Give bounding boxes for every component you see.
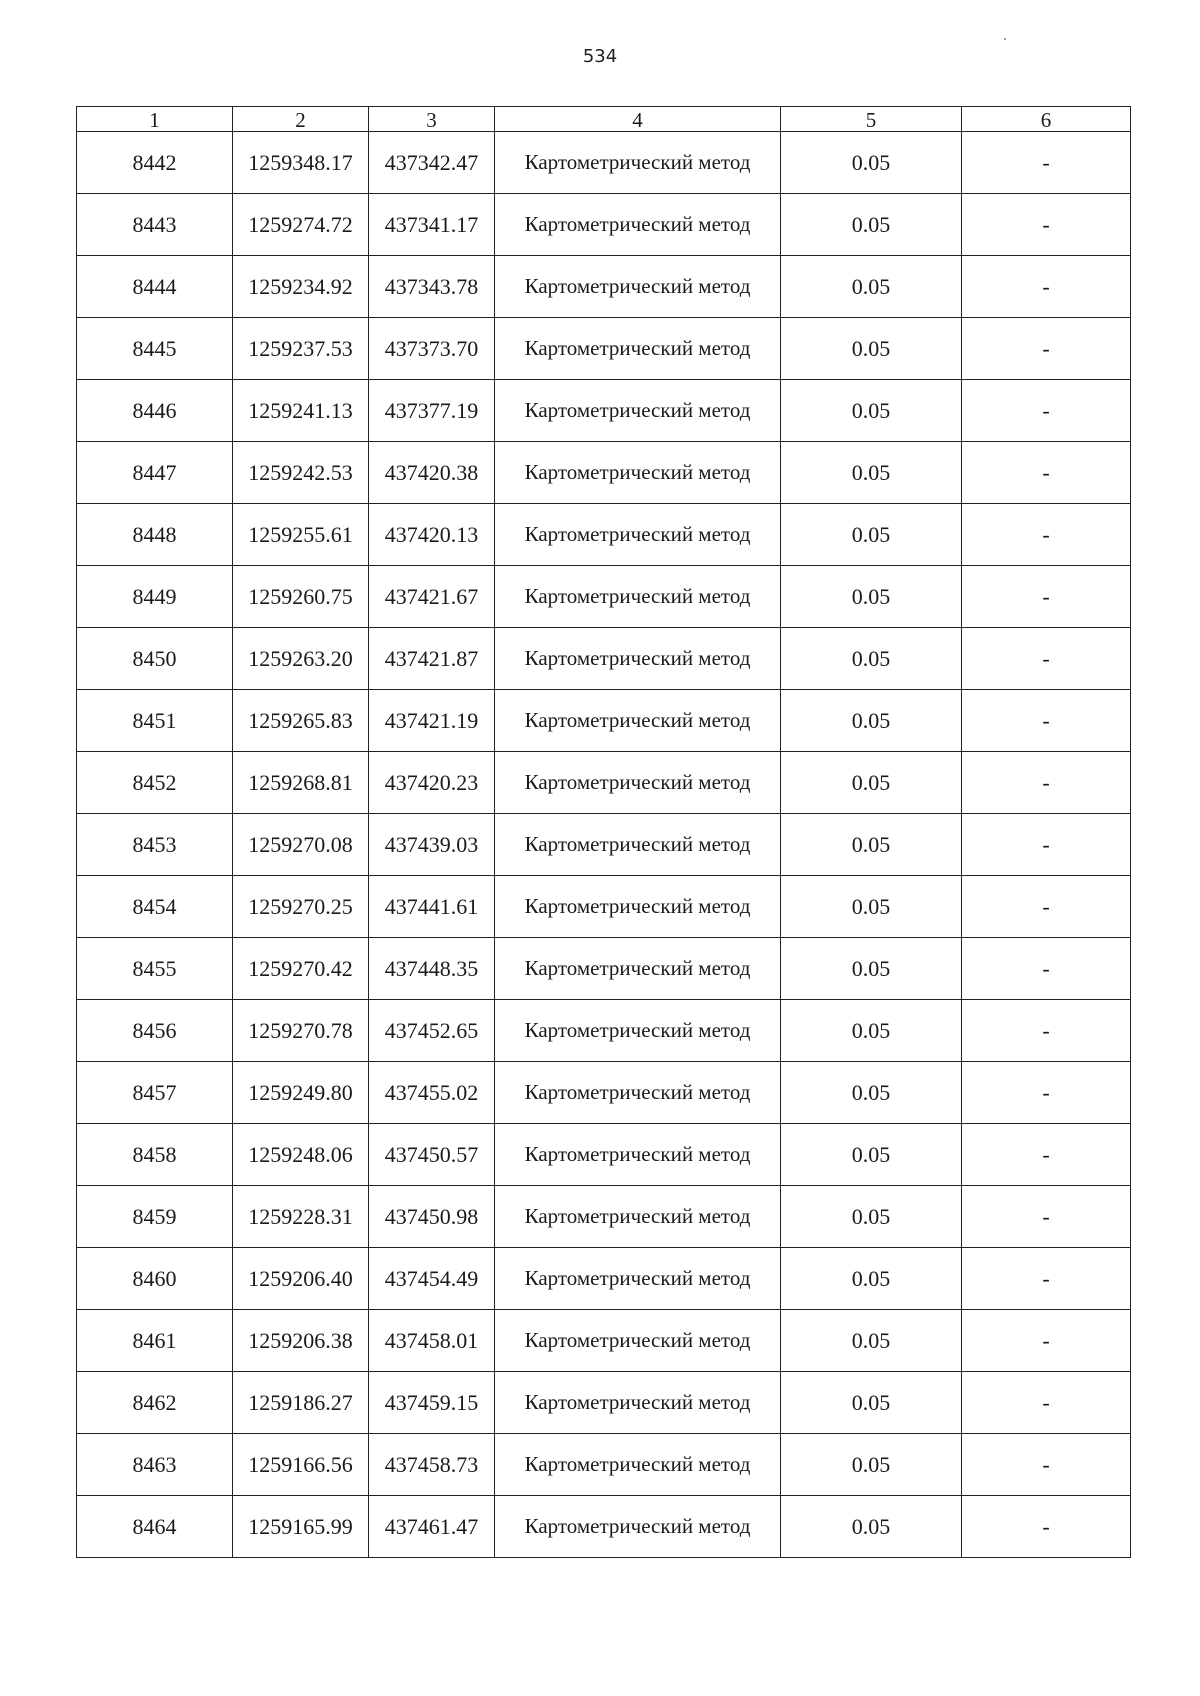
point-number-cell: 8444	[77, 256, 233, 318]
note-cell: -	[962, 1434, 1131, 1496]
point-number-cell: 8457	[77, 1062, 233, 1124]
x-coordinate-cell: 1259228.31	[233, 1186, 369, 1248]
y-coordinate-cell: 437461.47	[369, 1496, 495, 1558]
note-cell: -	[962, 1186, 1131, 1248]
x-coordinate-cell: 1259263.20	[233, 628, 369, 690]
method-cell: Картометрический метод	[495, 628, 781, 690]
x-coordinate-cell: 1259241.13	[233, 380, 369, 442]
method-cell: Картометрический метод	[495, 938, 781, 1000]
point-number-cell: 8442	[77, 132, 233, 194]
accuracy-cell: 0.05	[781, 690, 962, 752]
y-coordinate-cell: 437373.70	[369, 318, 495, 380]
method-cell: Картометрический метод	[495, 318, 781, 380]
accuracy-cell: 0.05	[781, 1310, 962, 1372]
accuracy-cell: 0.05	[781, 814, 962, 876]
accuracy-cell: 0.05	[781, 566, 962, 628]
note-cell: -	[962, 442, 1131, 504]
point-number-cell: 8460	[77, 1248, 233, 1310]
point-number-cell: 8443	[77, 194, 233, 256]
point-number-cell: 8461	[77, 1310, 233, 1372]
note-cell: -	[962, 1248, 1131, 1310]
method-cell: Картометрический метод	[495, 1496, 781, 1558]
method-cell: Картометрический метод	[495, 194, 781, 256]
method-cell: Картометрический метод	[495, 1372, 781, 1434]
accuracy-cell: 0.05	[781, 132, 962, 194]
column-header-3: 3	[369, 107, 495, 132]
method-cell: Картометрический метод	[495, 504, 781, 566]
table-row	[77, 1186, 1131, 1248]
note-cell: -	[962, 1310, 1131, 1372]
note-cell: -	[962, 628, 1131, 690]
note-cell: -	[962, 132, 1131, 194]
y-coordinate-cell: 437377.19	[369, 380, 495, 442]
table-row	[77, 132, 1131, 194]
table-row	[77, 194, 1131, 256]
table-row	[77, 1000, 1131, 1062]
note-cell: -	[962, 256, 1131, 318]
coordinates-table	[76, 106, 1131, 1558]
accuracy-cell: 0.05	[781, 504, 962, 566]
method-cell: Картометрический метод	[495, 442, 781, 504]
table-row	[77, 504, 1131, 566]
table-row	[77, 442, 1131, 504]
point-number-cell: 8450	[77, 628, 233, 690]
accuracy-cell: 0.05	[781, 194, 962, 256]
note-cell: -	[962, 1372, 1131, 1434]
accuracy-cell: 0.05	[781, 1000, 962, 1062]
point-number-cell: 8455	[77, 938, 233, 1000]
y-coordinate-cell: 437421.67	[369, 566, 495, 628]
point-number-cell: 8445	[77, 318, 233, 380]
point-number-cell: 8449	[77, 566, 233, 628]
column-header-6: 6	[962, 107, 1131, 132]
point-number-cell: 8448	[77, 504, 233, 566]
method-cell: Картометрический метод	[495, 690, 781, 752]
point-number-cell: 8453	[77, 814, 233, 876]
method-cell: Картометрический метод	[495, 132, 781, 194]
table-row	[77, 1310, 1131, 1372]
table-row	[77, 1496, 1131, 1558]
accuracy-cell: 0.05	[781, 628, 962, 690]
method-cell: Картометрический метод	[495, 814, 781, 876]
x-coordinate-cell: 1259234.92	[233, 256, 369, 318]
note-cell: -	[962, 1124, 1131, 1186]
note-cell: -	[962, 752, 1131, 814]
scan-speck	[1004, 38, 1006, 40]
note-cell: -	[962, 504, 1131, 566]
accuracy-cell: 0.05	[781, 876, 962, 938]
accuracy-cell: 0.05	[781, 1248, 962, 1310]
accuracy-cell: 0.05	[781, 1372, 962, 1434]
method-cell: Картометрический метод	[495, 1434, 781, 1496]
y-coordinate-cell: 437450.57	[369, 1124, 495, 1186]
point-number-cell: 8447	[77, 442, 233, 504]
note-cell: -	[962, 1496, 1131, 1558]
note-cell: -	[962, 1062, 1131, 1124]
y-coordinate-cell: 437458.73	[369, 1434, 495, 1496]
x-coordinate-cell: 1259270.42	[233, 938, 369, 1000]
method-cell: Картометрический метод	[495, 876, 781, 938]
y-coordinate-cell: 437441.61	[369, 876, 495, 938]
method-cell: Картометрический метод	[495, 1000, 781, 1062]
y-coordinate-cell: 437458.01	[369, 1310, 495, 1372]
page-number: 534	[582, 46, 618, 67]
method-cell: Картометрический метод	[495, 1186, 781, 1248]
point-number-cell: 8456	[77, 1000, 233, 1062]
x-coordinate-cell: 1259348.17	[233, 132, 369, 194]
y-coordinate-cell: 437450.98	[369, 1186, 495, 1248]
point-number-cell: 8463	[77, 1434, 233, 1496]
table-body	[77, 132, 1131, 1558]
note-cell: -	[962, 938, 1131, 1000]
x-coordinate-cell: 1259186.27	[233, 1372, 369, 1434]
x-coordinate-cell: 1259166.56	[233, 1434, 369, 1496]
method-cell: Картометрический метод	[495, 752, 781, 814]
point-number-cell: 8459	[77, 1186, 233, 1248]
method-cell: Картометрический метод	[495, 380, 781, 442]
accuracy-cell: 0.05	[781, 256, 962, 318]
x-coordinate-cell: 1259270.25	[233, 876, 369, 938]
accuracy-cell: 0.05	[781, 1186, 962, 1248]
note-cell: -	[962, 814, 1131, 876]
y-coordinate-cell: 437342.47	[369, 132, 495, 194]
y-coordinate-cell: 437421.87	[369, 628, 495, 690]
accuracy-cell: 0.05	[781, 380, 962, 442]
point-number-cell: 8452	[77, 752, 233, 814]
x-coordinate-cell: 1259270.08	[233, 814, 369, 876]
accuracy-cell: 0.05	[781, 1434, 962, 1496]
x-coordinate-cell: 1259265.83	[233, 690, 369, 752]
note-cell: -	[962, 690, 1131, 752]
x-coordinate-cell: 1259249.80	[233, 1062, 369, 1124]
accuracy-cell: 0.05	[781, 442, 962, 504]
column-header-1: 1	[77, 107, 233, 132]
y-coordinate-cell: 437448.35	[369, 938, 495, 1000]
x-coordinate-cell: 1259274.72	[233, 194, 369, 256]
column-header-2: 2	[233, 107, 369, 132]
column-header-5: 5	[781, 107, 962, 132]
method-cell: Картометрический метод	[495, 1248, 781, 1310]
x-coordinate-cell: 1259255.61	[233, 504, 369, 566]
accuracy-cell: 0.05	[781, 1062, 962, 1124]
y-coordinate-cell: 437439.03	[369, 814, 495, 876]
point-number-cell: 8464	[77, 1496, 233, 1558]
note-cell: -	[962, 380, 1131, 442]
y-coordinate-cell: 437459.15	[369, 1372, 495, 1434]
y-coordinate-cell: 437420.13	[369, 504, 495, 566]
x-coordinate-cell: 1259237.53	[233, 318, 369, 380]
x-coordinate-cell: 1259242.53	[233, 442, 369, 504]
accuracy-cell: 0.05	[781, 752, 962, 814]
y-coordinate-cell: 437421.19	[369, 690, 495, 752]
y-coordinate-cell: 437452.65	[369, 1000, 495, 1062]
note-cell: -	[962, 318, 1131, 380]
table-row	[77, 566, 1131, 628]
point-number-cell: 8454	[77, 876, 233, 938]
method-cell: Картометрический метод	[495, 1310, 781, 1372]
y-coordinate-cell: 437420.38	[369, 442, 495, 504]
x-coordinate-cell: 1259260.75	[233, 566, 369, 628]
y-coordinate-cell: 437454.49	[369, 1248, 495, 1310]
accuracy-cell: 0.05	[781, 1496, 962, 1558]
table-row	[77, 690, 1131, 752]
x-coordinate-cell: 1259270.78	[233, 1000, 369, 1062]
table-row	[77, 256, 1131, 318]
table-row	[77, 938, 1131, 1000]
y-coordinate-cell: 437343.78	[369, 256, 495, 318]
column-header-4: 4	[495, 107, 781, 132]
accuracy-cell: 0.05	[781, 1124, 962, 1186]
point-number-cell: 8446	[77, 380, 233, 442]
point-number-cell: 8458	[77, 1124, 233, 1186]
table-row	[77, 628, 1131, 690]
accuracy-cell: 0.05	[781, 318, 962, 380]
x-coordinate-cell: 1259268.81	[233, 752, 369, 814]
table-row	[77, 1372, 1131, 1434]
x-coordinate-cell: 1259206.38	[233, 1310, 369, 1372]
point-number-cell: 8451	[77, 690, 233, 752]
table-row	[77, 1248, 1131, 1310]
note-cell: -	[962, 876, 1131, 938]
x-coordinate-cell: 1259248.06	[233, 1124, 369, 1186]
table-row	[77, 380, 1131, 442]
table-row	[77, 876, 1131, 938]
x-coordinate-cell: 1259206.40	[233, 1248, 369, 1310]
note-cell: -	[962, 194, 1131, 256]
note-cell: -	[962, 566, 1131, 628]
method-cell: Картометрический метод	[495, 256, 781, 318]
y-coordinate-cell: 437341.17	[369, 194, 495, 256]
table-row	[77, 752, 1131, 814]
x-coordinate-cell: 1259165.99	[233, 1496, 369, 1558]
y-coordinate-cell: 437420.23	[369, 752, 495, 814]
table-row	[77, 814, 1131, 876]
method-cell: Картометрический метод	[495, 1062, 781, 1124]
header-row	[77, 107, 1131, 132]
table-row	[77, 318, 1131, 380]
point-number-cell: 8462	[77, 1372, 233, 1434]
method-cell: Картометрический метод	[495, 1124, 781, 1186]
method-cell: Картометрический метод	[495, 566, 781, 628]
y-coordinate-cell: 437455.02	[369, 1062, 495, 1124]
table-row	[77, 1124, 1131, 1186]
note-cell: -	[962, 1000, 1131, 1062]
table-header	[77, 107, 1131, 132]
table-row	[77, 1434, 1131, 1496]
accuracy-cell: 0.05	[781, 938, 962, 1000]
table-row	[77, 1062, 1131, 1124]
